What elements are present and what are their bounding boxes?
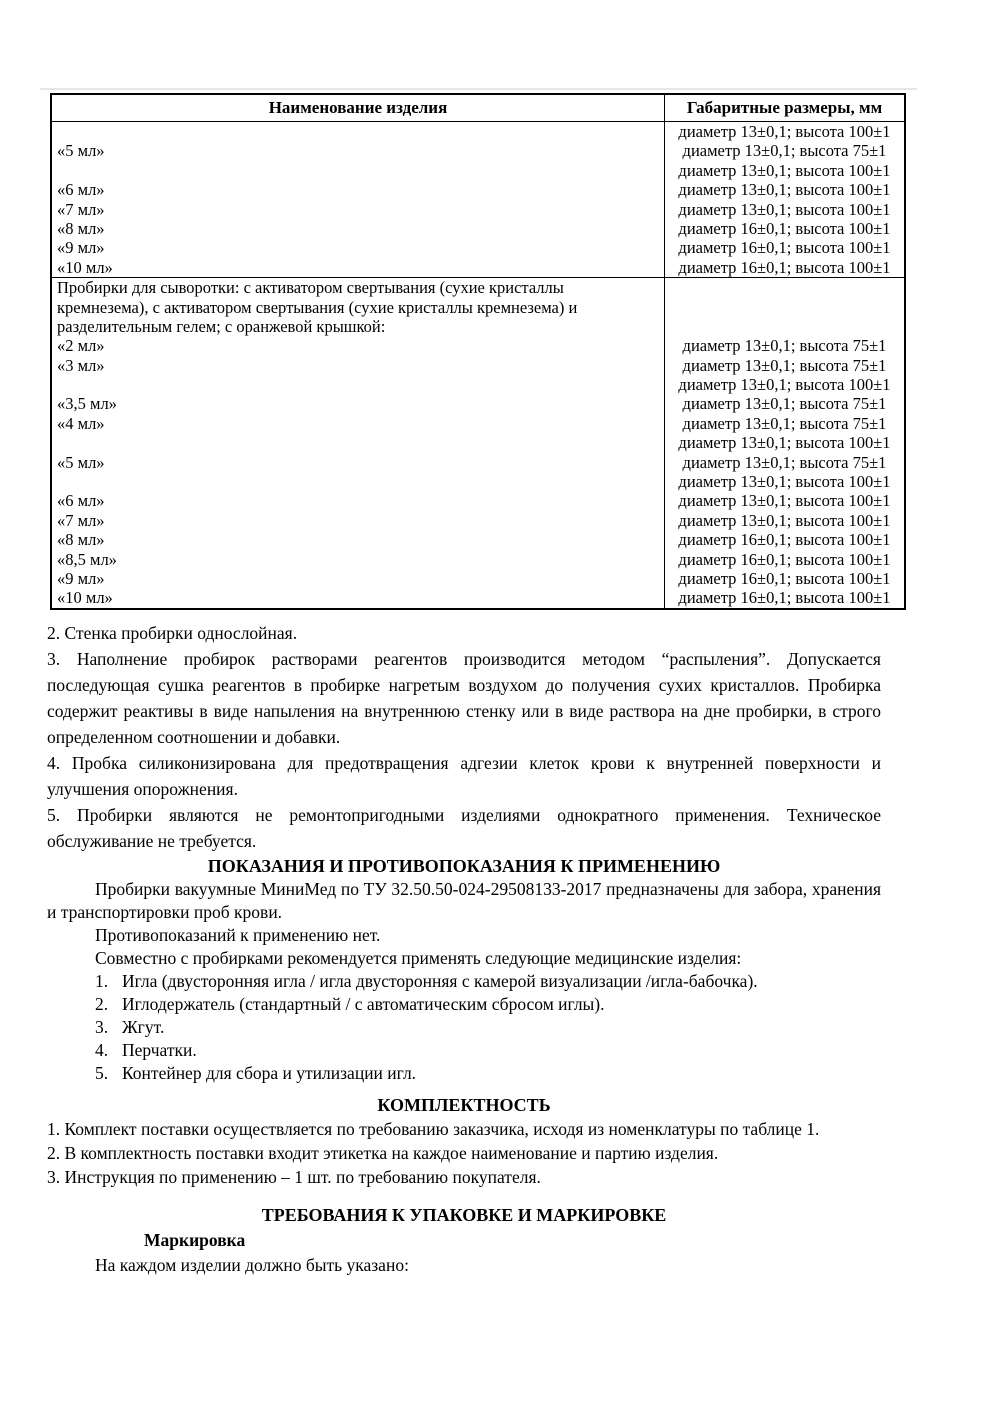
- indications-purpose: Пробирки вакуумные МиниМед по ТУ 32.50.50-024-29508133-2017 предназначены для забора, хранения и транспортировки проб крови.: [47, 879, 881, 922]
- completeness-item: 1. Комплект поставки осуществляется по требованию заказчика, исходя из номенклатуры по таблице 1.: [47, 1119, 820, 1139]
- dimension-line: диаметр 13±0,1; высота 100±1: [678, 510, 891, 530]
- table-cell-product-names: [52, 122, 665, 277]
- product-name-line: «7 мл»: [57, 510, 105, 530]
- list-item-text: Контейнер для сбора и утилизации игл.: [122, 1063, 417, 1083]
- product-name-line: «10 мл»: [57, 257, 113, 277]
- product-name-line: [52, 472, 664, 491]
- list-item-number: 3.: [95, 1017, 109, 1037]
- dimension-line: диаметр 13±0,1; высота 75±1: [682, 413, 887, 433]
- completeness-item: 2. В комплектность поставки входит этикетка на каждое наименование и партию изделия.: [47, 1143, 719, 1163]
- list-item-number: 1.: [95, 971, 109, 991]
- dimension-line: диаметр 13±0,1; высота 75±1: [682, 336, 887, 356]
- list-item-text: Иглодержатель (стандартный / с автоматическим сбросом иглы).: [122, 994, 605, 1014]
- dimension-line: диаметр 13±0,1; высота 100±1: [678, 160, 891, 180]
- product-name-line: «4 мл»: [57, 413, 105, 433]
- table-cell-product-names: [52, 278, 665, 608]
- product-name-line: «9 мл»: [57, 568, 105, 588]
- marking-subheading: Маркировка: [144, 1230, 246, 1250]
- product-name-line: «9 мл»: [57, 238, 105, 258]
- product-name-line: «8 мл»: [57, 218, 105, 238]
- section-completeness: [47, 1093, 881, 1189]
- serum-description-line: кремнезема), с активатором свертывания (сухие кристаллы кремнезема) и: [57, 297, 578, 317]
- paragraph-wall: 2. Стенка пробирки однослойная.: [47, 623, 298, 643]
- dimension-line: диаметр 16±0,1; высота 100±1: [678, 238, 891, 258]
- indications-contra: Противопоказаний к применению нет.: [95, 925, 381, 945]
- list-item-text: Игла (двусторонняя игла / игла двусторонняя с камерой визуализации /игла-бабочка).: [122, 971, 758, 991]
- product-name-line: «8,5 мл»: [57, 549, 117, 569]
- indications-recommended: Совместно с пробирками рекомендуется применять следующие медицинские изделия:: [95, 948, 742, 968]
- product-name-line: [52, 375, 664, 394]
- completeness-item: 3. Инструкция по применению – 1 шт. по требованию покупателя.: [47, 1167, 541, 1187]
- table-cell-dimensions: [665, 122, 904, 277]
- list-item-text: Перчатки.: [122, 1040, 197, 1060]
- product-name-line: «3,5 мл»: [57, 394, 117, 414]
- product-name-line: «8 мл»: [57, 530, 105, 550]
- dimension-line: диаметр 16±0,1; высота 100±1: [678, 549, 891, 569]
- product-name-line: «6 мл»: [57, 180, 105, 200]
- section-packaging: [47, 1203, 881, 1278]
- product-name-line: «3 мл»: [57, 355, 105, 375]
- list-item-holder: [95, 993, 881, 1016]
- dimension-line: диаметр 16±0,1; высота 100±1: [678, 218, 891, 238]
- list-item-needle: [95, 970, 881, 993]
- serum-description-line: Пробирки для сыворотки: с активатором свертывания (сухие кристаллы: [57, 278, 564, 298]
- marking-intro-line: На каждом изделии должно быть указано:: [95, 1255, 409, 1275]
- dimension-line: диаметр 16±0,1; высота 100±1: [678, 569, 891, 588]
- packaging-heading: ТРЕБОВАНИЯ К УПАКОВКЕ И МАРКИРОВКЕ: [261, 1205, 667, 1225]
- dimensions-spacer: [665, 278, 904, 336]
- table-cell-dimensions: [665, 278, 904, 608]
- dimension-line: диаметр 13±0,1; высота 100±1: [678, 375, 891, 395]
- serum-description-line: разделительным гелем; с оранжевой крышкой:: [57, 316, 386, 336]
- paragraph-filling: 3. Наполнение пробирок растворами реагентов производится методом “распыления”. Допускается последующая сушка реагентов в пробирке нагретым воздухом до получения сухих кристаллов. Пробирка содержит реактивы в виде напыления на внутреннюю стенку или в виде раствора на дне пробирки, в строго определенном соотношении и добавки.: [47, 649, 881, 747]
- completeness-heading: КОМПЛЕКТНОСТЬ: [377, 1095, 551, 1115]
- table-header-dimensions: Габаритные размеры, мм: [686, 98, 883, 117]
- dimension-line: диаметр 13±0,1; высота 100±1: [678, 199, 891, 219]
- product-name-line: [52, 433, 664, 452]
- product-name-line: «6 мл»: [57, 491, 105, 511]
- dimension-line: диаметр 16±0,1; высота 100±1: [678, 588, 891, 608]
- indications-heading: ПОКАЗАНИЯ И ПРОТИВОПОКАЗАНИЯ К ПРИМЕНЕНИЮ: [207, 856, 721, 876]
- dimension-line: диаметр 16±0,1; высота 100±1: [678, 257, 891, 277]
- document-body: [47, 620, 881, 1278]
- dimension-line: диаметр 13±0,1; высота 100±1: [678, 433, 891, 453]
- dimension-line: диаметр 13±0,1; высота 100±1: [678, 122, 891, 141]
- table-header-product-name: Наименование изделия: [52, 95, 665, 121]
- product-name-line: «10 мл»: [57, 588, 113, 608]
- product-name-line: «5 мл»: [57, 141, 105, 161]
- dimension-line: диаметр 16±0,1; высота 100±1: [678, 530, 891, 550]
- dimension-line: диаметр 13±0,1; высота 75±1: [682, 452, 887, 472]
- dimension-line: диаметр 13±0,1; высота 100±1: [678, 472, 891, 492]
- section-indications: [47, 855, 881, 1085]
- scan-artifact-line: [40, 88, 917, 90]
- table-row-section2: [52, 278, 904, 608]
- product-name-line: «2 мл»: [57, 336, 105, 356]
- list-item-text: Жгут.: [122, 1017, 165, 1037]
- dimension-line: диаметр 13±0,1; высота 75±1: [682, 394, 887, 414]
- dimension-line: диаметр 13±0,1; высота 100±1: [678, 491, 891, 511]
- list-item-number: 5.: [95, 1063, 109, 1083]
- list-item-number: 4.: [95, 1040, 109, 1060]
- table-row-section1: [52, 122, 904, 278]
- list-item-container: [95, 1062, 881, 1085]
- list-item-tourniquet: [95, 1016, 881, 1039]
- table-header-row: [52, 95, 904, 122]
- product-name-line: [52, 122, 664, 141]
- dimension-line: диаметр 13±0,1; высота 75±1: [682, 355, 887, 375]
- product-table: [50, 93, 906, 610]
- product-name-line: «7 мл»: [57, 199, 105, 219]
- product-name-line: [52, 161, 664, 180]
- dimension-line: диаметр 13±0,1; высота 75±1: [682, 141, 887, 161]
- dimension-line: диаметр 13±0,1; высота 100±1: [678, 180, 891, 200]
- paragraph-stopper: 4. Пробка силиконизирована для предотвращения адгезии клеток крови к внутренней поверхности и улучшения опорожнения.: [47, 753, 881, 799]
- product-name-line: «5 мл»: [57, 452, 105, 472]
- list-item-number: 2.: [95, 994, 109, 1014]
- list-item-gloves: [95, 1039, 881, 1062]
- paragraph-single-use: 5. Пробирки являются не ремонтопригодными изделиями однократного применения. Техническое обслуживание не требуется.: [47, 805, 881, 851]
